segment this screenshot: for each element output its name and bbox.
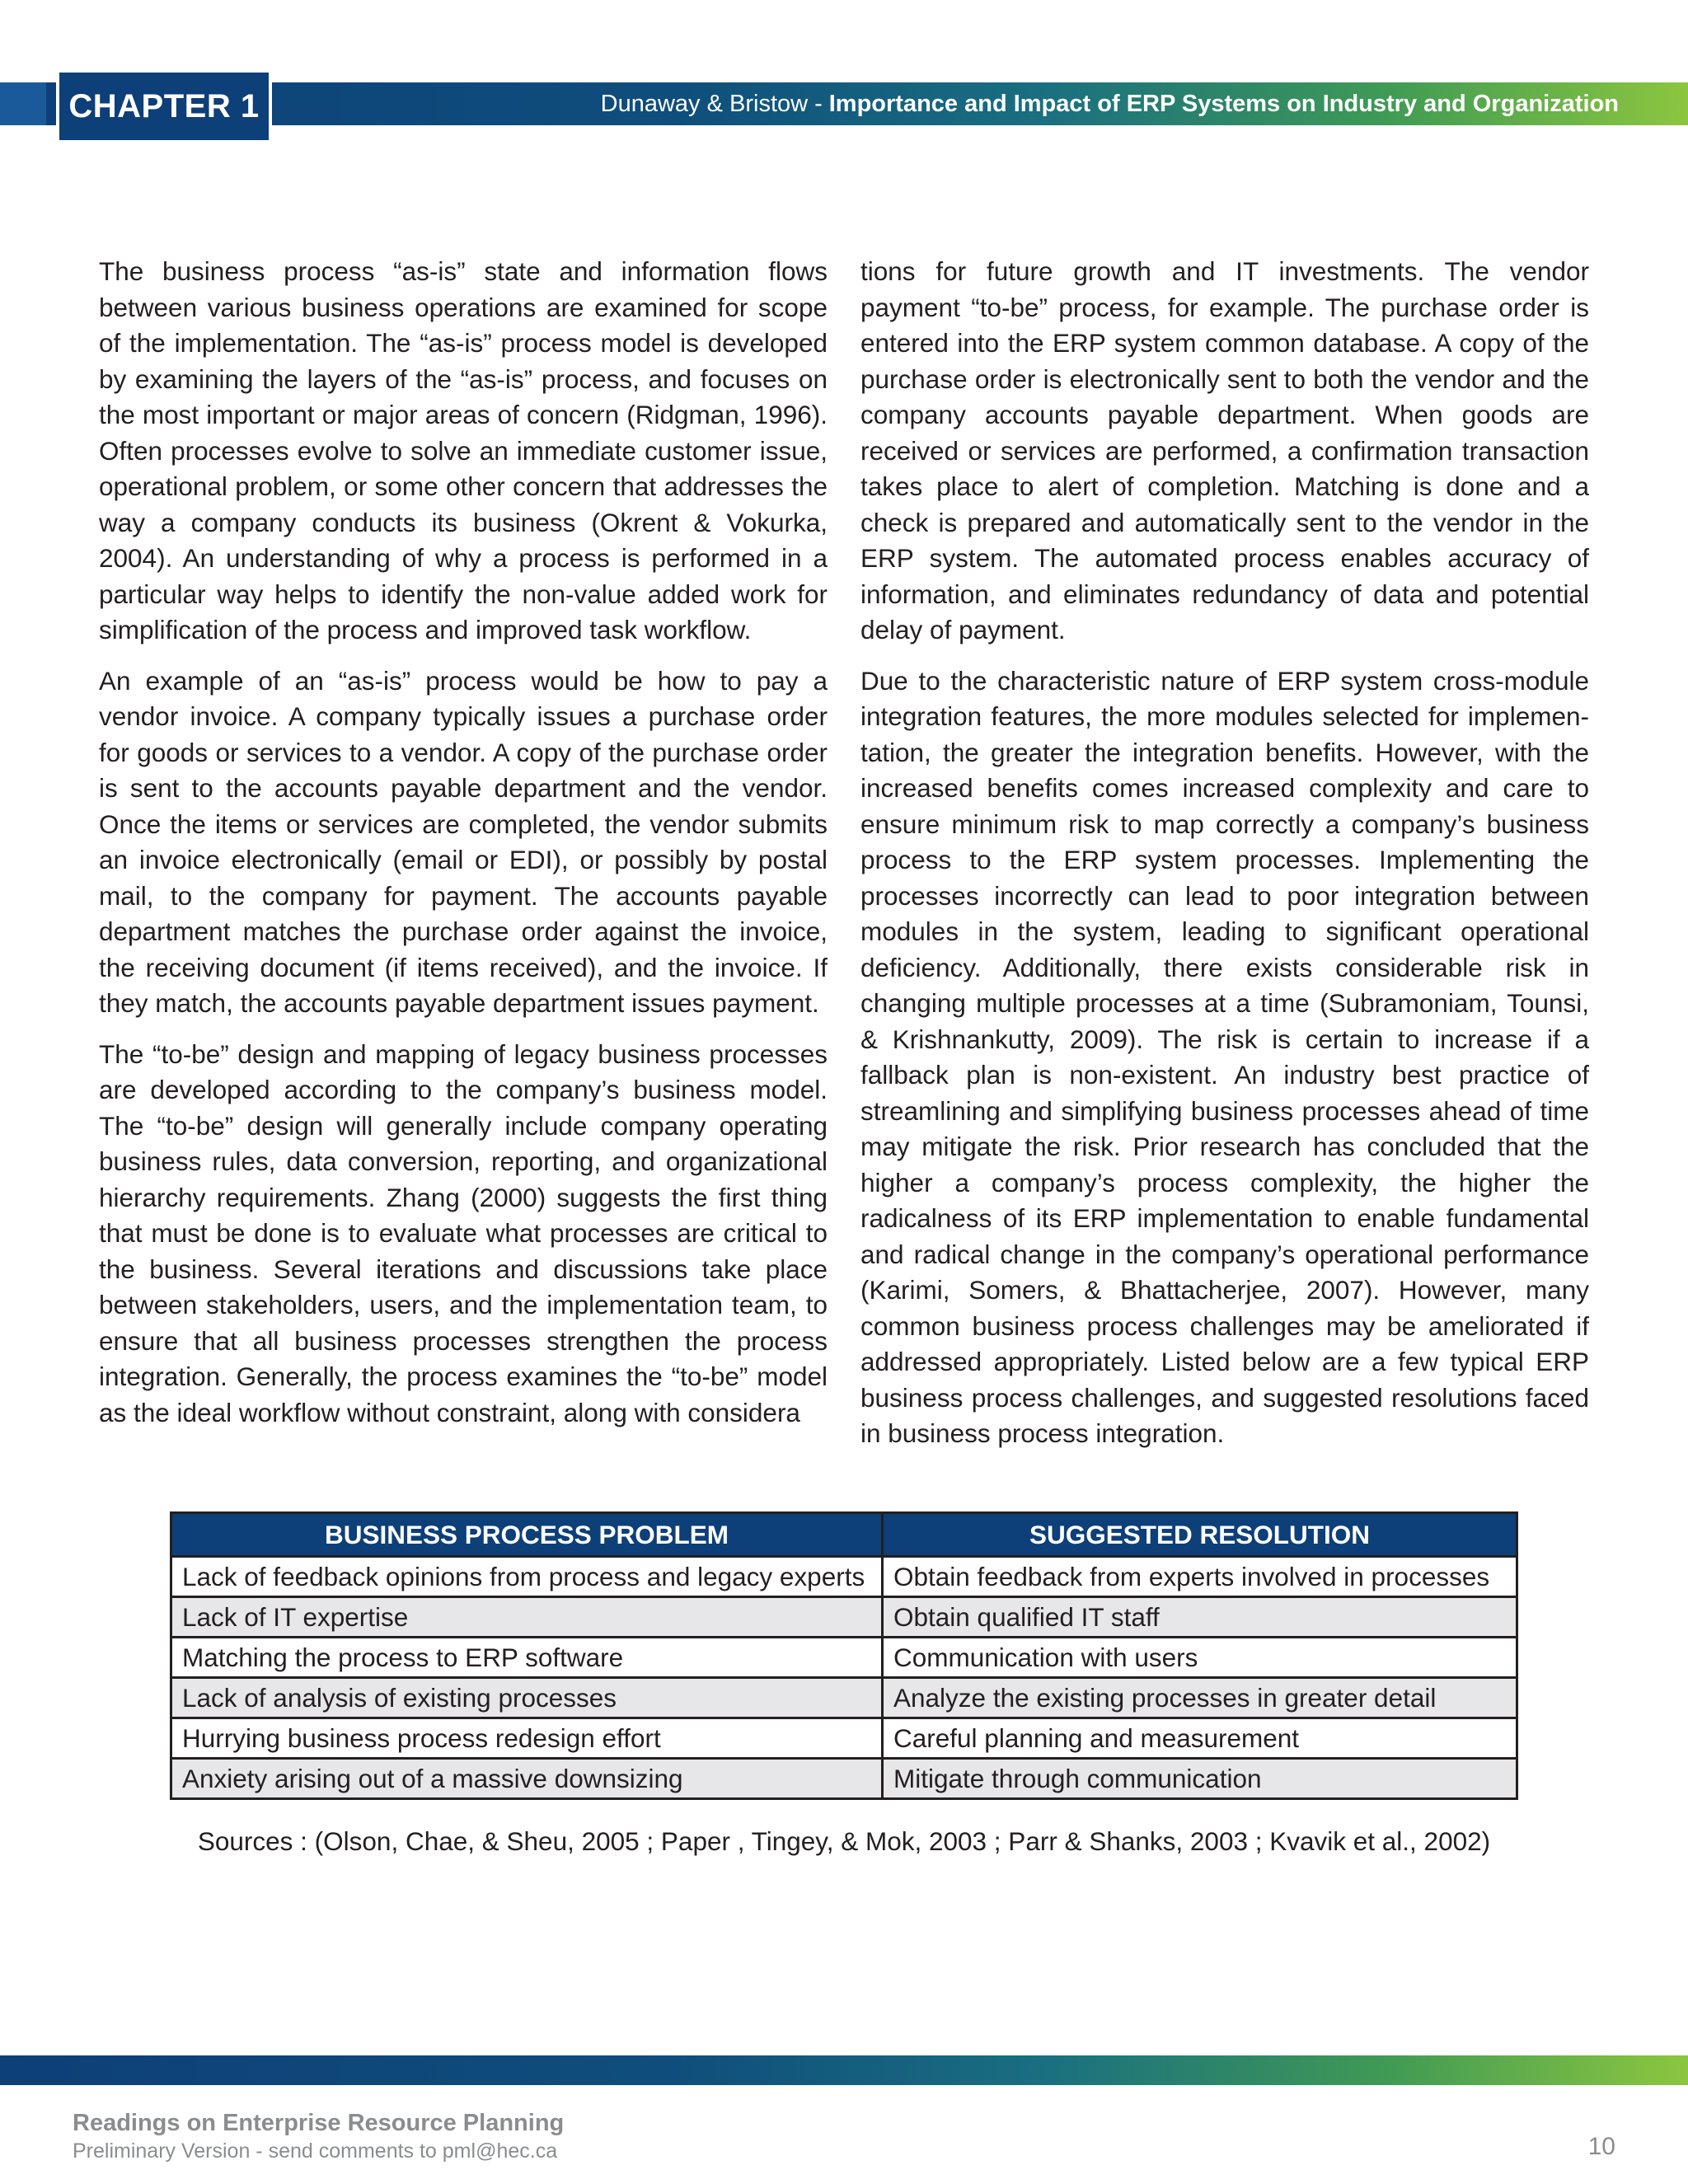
right-column	[860, 254, 1589, 1467]
resolution-cell: Obtain feedback from experts involved in processes	[883, 1557, 1517, 1597]
problem-cell: Hurrying business process redesign effort	[171, 1718, 883, 1759]
paragraph: tions for future growth and IT investments. The vendor payment “to-be” process, for example. The purchase order is entered into the ERP system common database. A copy of the purchase order is electronically sent to both the vendor and the company accounts payable department. When goods are received or services are performed, a confirmation transaction takes place to alert of completion. Matching is done and a check is prepared and automatically sent to the vendor in the ERP system. The automated process enables accuracy of information, and eliminates redundancy of data and potential delay of payment.	[860, 256, 1589, 644]
table-row	[171, 1759, 1517, 1799]
paragraph: The business process “as-is” state and information flows between various business operations are examined for scope of the implementation. The “as-is” process model is developed by examining the layers of the “as-is” process, and focuses on the most important or major areas of concern (Ridgman, 1996). Often processes evolve to solve an immediate customer issue, operational problem, or some other concern that addresses the way a company conducts its business (Okrent & Vokurka, 2004). An understanding of why a process is performed in a particular way helps to identify the non-value added work for simplification of the process and improved task workflow.	[99, 256, 828, 644]
paragraph: An example of an “as-is” process would be how to pay a vendor invoice. A company typically issues a purchase order for goods or services to a vendor. A copy of the purchase order is sent to the accounts payable department and the vendor. Once the items or services are completed, the vendor submits an invoice electronically (email or EDI), or possibly by postal mail, to the company for payment. The accounts payable department matches the purchase order against the invoice, the receiving document (if items received), and the invoice. If they match, the accounts payable department issues payment.	[99, 665, 828, 1018]
header-authors: Dunaway & Bristow	[600, 90, 809, 117]
header-resolution: SUGGESTED RESOLUTION	[883, 1513, 1517, 1557]
problem-cell: Lack of feedback opinions from process and legacy experts	[171, 1557, 883, 1597]
header-title: Importance and Impact of ERP Systems on Industry and Organization	[828, 90, 1619, 117]
resolution-cell: Communication with users	[883, 1638, 1517, 1678]
table-row	[171, 1638, 1517, 1678]
header-separator: -	[814, 90, 823, 117]
header-left-stub	[0, 82, 46, 125]
paragraph: The “to-be” design and mapping of legacy business processes are developed according to the company’s business model. The “to-be” design will generally include company operating business rules, data conversion, reporting, and organizational hierarchy requirements. Zhang (2000) suggests the first thing that must be done is to evaluate what processes are critical to the business. Several iterations and discussions take place between stakeholders, users, and the implementation team, to ensure that all business processes strengthen the process integration. Generally, the process examines the “to-be” model as the ideal workflow without constraint, along with considera	[99, 1038, 828, 1427]
chapter-label: CHAPTER 1	[56, 69, 272, 143]
paragraph: Due to the characteristic nature of ERP system cross-module integration features, the more modules selected for implementation, the greater the integration benefits. However, with the increased benefits comes increased complexity and care to ensure minimum risk to map correctly a company’s business process to the ERP system processes. Implementing the processes incorrectly can lead to poor integration between modules in the system, leading to significant operational deficiency. Additionally, there exists considerable risk in changing multiple processes at a time (Subramoniam, Tounsi, & Krishnankutty, 2009). The risk is certain to increase if a fallback plan is non-existent. An industry best practice of streamlining and simplifying business processes ahead of time may mitigate the risk. Prior research has concluded that the higher a company’s process complexity, the higher the radicalness of its ERP implementation to enable fundamental and radical change in the company’s operational performance (Karimi, Somers, & Bhattacherjee, 2007). However, many common business process challenges may be ameliorated if addressed appropriately. Listed below are a few typical ERP business process challenges, and suggested resolutions faced in business process integration.	[860, 665, 1589, 1448]
page-number: 10	[1587, 2133, 1615, 2160]
problem-cell: Lack of analysis of existing processes	[171, 1678, 883, 1718]
problem-cell: Matching the process to ERP software	[171, 1638, 883, 1678]
header-problem: BUSINESS PROCESS PROBLEM	[171, 1513, 883, 1557]
resolution-cell: Careful planning and measurement	[883, 1718, 1517, 1759]
table-sources: Sources : (Olson, Chae, & Sheu, 2005 ; Paper , Tingey, & Mok, 2003 ; Parr & Shanks, 2003 ; Kvavik et al., 2002)	[197, 1826, 1491, 1856]
table-header-row	[171, 1513, 1517, 1557]
table-row	[171, 1597, 1517, 1638]
table-row	[171, 1678, 1517, 1718]
problem-cell: Anxiety arising out of a massive downsizing	[171, 1759, 883, 1799]
footer-note: Preliminary Version - send comments to pml@hec.ca	[73, 2139, 558, 2163]
footer-book-title: Readings on Enterprise Resource Planning	[73, 2110, 565, 2136]
table-row	[171, 1557, 1517, 1597]
process-challenges-table	[170, 1511, 1518, 1800]
problem-cell: Lack of IT expertise	[171, 1597, 883, 1638]
table-row	[171, 1718, 1517, 1759]
running-header	[601, 82, 1619, 125]
resolution-cell: Analyze the existing processes in greater detail	[883, 1678, 1517, 1718]
left-column	[99, 254, 828, 1446]
footer-band	[0, 2055, 1688, 2085]
resolution-cell: Obtain qualified IT staff	[883, 1597, 1517, 1638]
resolution-cell: Mitigate through communication	[883, 1759, 1517, 1799]
